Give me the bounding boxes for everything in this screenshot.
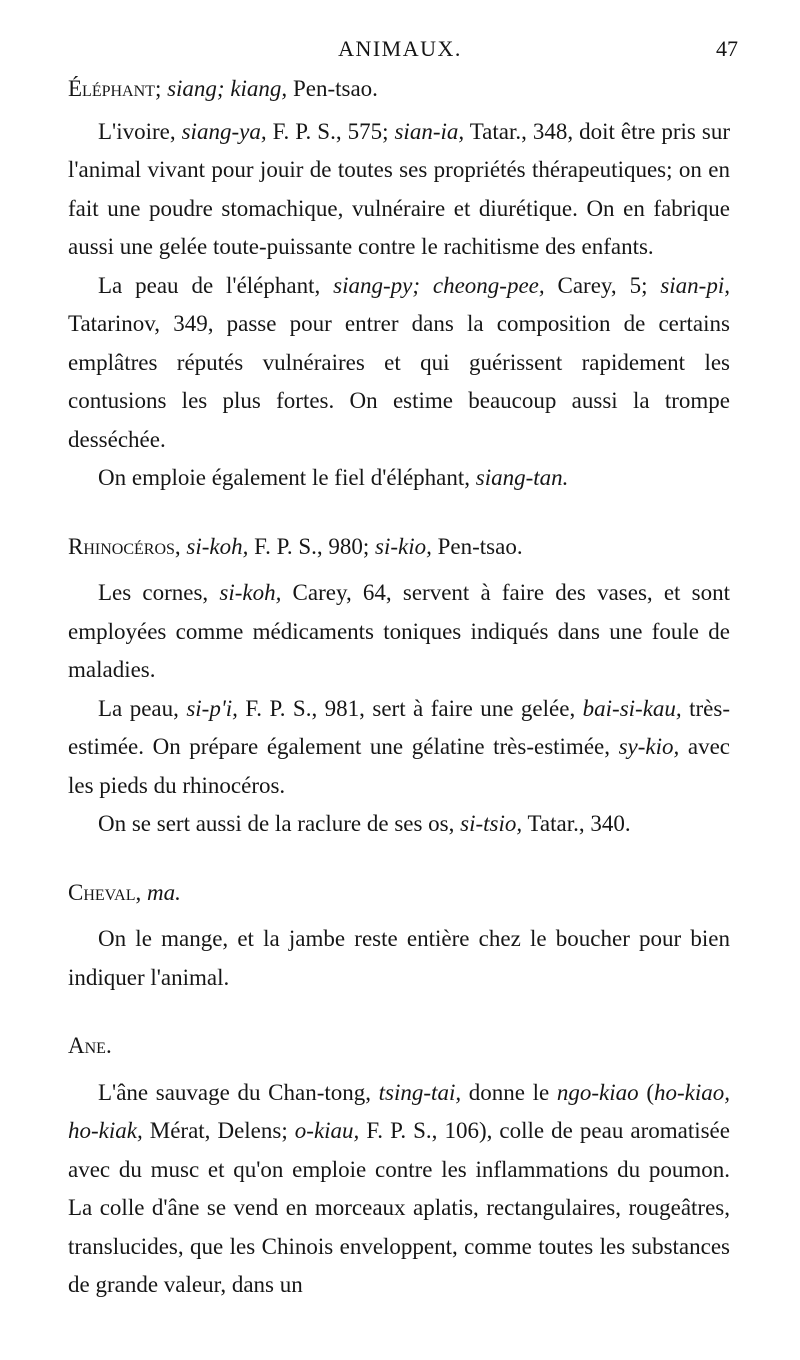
page-header (0, 36, 800, 66)
paragraph: On se sert aussi de la raclure de ses os, si-tsio, Tatar., 340. (98, 811, 631, 836)
paragraph: On le mange, et la jambe reste entière chez le boucher pour bien indiquer l'animal. (68, 926, 730, 990)
paragraph: La peau de l'éléphant, siang-py; cheong-pee, Carey, 5; sian-pi, Tatarinov, 349, passe pour entrer dans la composition de certains emplâtres réputés vulnéraires et qui guérissent rapidement les contusions les plus fortes. On estime beaucoup aussi la trompe desséchée. (68, 272, 730, 452)
entry-heading-rhinoceros: Rhinocéros, si-koh, F. P. S., 980; si-kio, Pen-tsao. (68, 533, 523, 559)
paragraph: L'âne sauvage du Chan-tong, tsing-tai, donne le ngo-kiao (ho-kiao, ho-kiak, Mérat, Delens; o-kiau, F. P. S., 106), colle de peau aromatisée avec du musc et qu'on emploie contre les inflammations du poumon. La colle d'âne se vend en morceaux aplatis, rectangulaires, rougeâtres, translucides, que les Chinois enveloppent, comme toutes les substances de grande valeur, dans un (68, 1079, 730, 1297)
paragraph: Les cornes, si-koh, Carey, 64, servent à faire des vases, et sont employées comme médicaments toniques indiqués dans une foule de maladies. (68, 580, 730, 682)
running-title: ANIMAUX. (338, 36, 462, 61)
paragraph: L'ivoire, siang-ya, F. P. S., 575; sian-ia, Tatar., 348, doit être pris sur l'animal vivant pour jouir de toutes ses propriétés thérapeutiques; on en fait une poudre stomachique, vulnéraire et diurétique. On en fabrique aussi une gelée toute-puissante contre le rachitisme des enfants. (68, 118, 730, 259)
entry-heading-elephant: Éléphant; siang; kiang, Pen-tsao. (68, 76, 378, 101)
entry-name: Cheval (68, 879, 136, 905)
entry-heading-ane (68, 1027, 730, 1066)
entry-name: Rhinocéros (68, 533, 175, 559)
page-number: 47 (716, 36, 738, 61)
entry-heading-cheval: Cheval, ma. (68, 879, 181, 905)
page-body (68, 70, 730, 1305)
paragraph: La peau, si-p'i, F. P. S., 981, sert à faire une gelée, bai-si-kau, très-estimée. On prépare également une gélatine très-estimée, sy-kio, avec les pieds du rhinocéros. (68, 695, 730, 798)
entry-name: Éléphant (68, 76, 155, 101)
paragraph: On emploie également le fiel d'éléphant, siang-tan. (98, 465, 569, 490)
entry-name: Ane. (68, 1033, 112, 1058)
